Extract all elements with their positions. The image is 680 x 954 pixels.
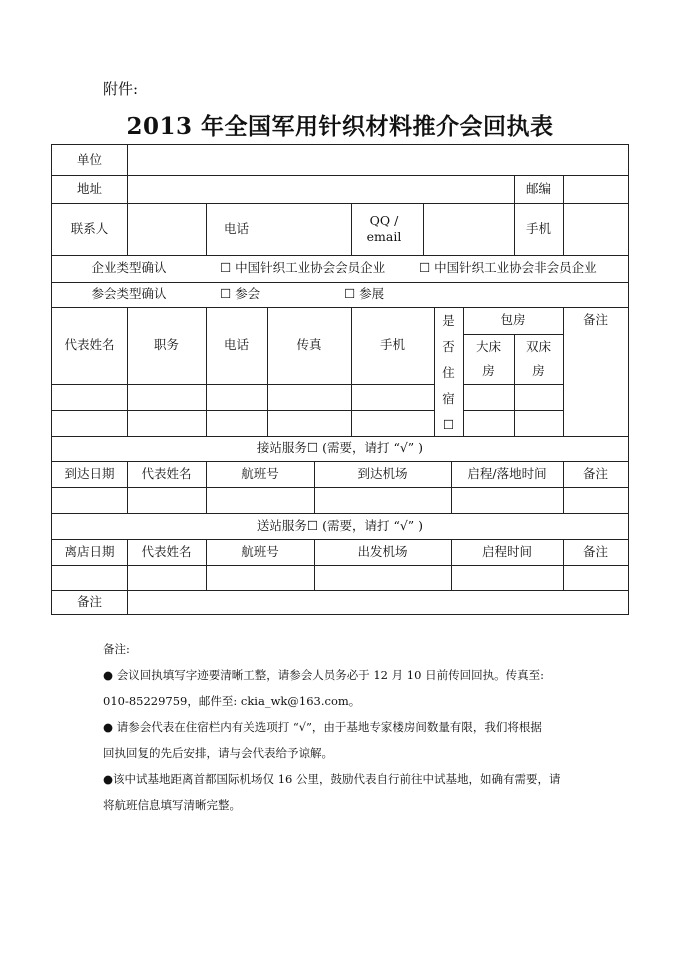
note-item: ● 会议回执填写字迹要清晰工整，请参会人员务必于 12 月 10 日前传回回执。传真至: — [103, 668, 544, 682]
bottom-remarks-field[interactable] — [128, 590, 628, 614]
company-type-member-checkbox[interactable]: ☐ 中国针织工业协会会员企业 — [220, 260, 386, 276]
rep-name-header: 代表姓名 — [64, 337, 115, 353]
attend-type-label: 参会类型确认 — [91, 286, 167, 302]
note-item: ● 请参会代表在住宿栏内有关选项打 “√”，由于基地专家楼房间数量有限，我们将根据 — [103, 720, 542, 734]
depart-rep-name-header: 代表姓名 — [141, 543, 192, 559]
receipt-form — [51, 144, 629, 615]
qq-email-label: QQ / email — [366, 212, 402, 244]
lodging-char: 是 — [442, 312, 455, 328]
depart-remarks-header: 备注 — [582, 543, 608, 559]
lodging-checkbox[interactable]: ☐ — [442, 416, 455, 432]
position-header: 职务 — [153, 337, 179, 353]
checkout-date-header: 离店日期 — [64, 543, 115, 559]
attend-exhibit-checkbox[interactable]: ☐ 参展 — [344, 286, 385, 302]
rep-mobile-header: 手机 — [379, 337, 405, 353]
lodging-header — [434, 309, 463, 436]
unit-label: 单位 — [76, 151, 102, 167]
postcode-field[interactable] — [564, 175, 628, 203]
lodging-char: 否 — [442, 338, 455, 354]
depart-flight-header: 航班号 — [241, 543, 279, 559]
address-label: 地址 — [76, 180, 102, 196]
note-item-continued: 将航班信息填写清晰完整。 — [103, 798, 241, 812]
attachment-label: 附件: — [103, 80, 139, 98]
attend-meeting-checkbox[interactable]: ☐ 参会 — [220, 286, 261, 302]
lodging-char: 宿 — [442, 390, 455, 406]
note-item-continued: 010-85229759，邮件至: ckia_wk@163.com。 — [103, 694, 361, 708]
unit-field[interactable] — [128, 145, 628, 175]
arrival-rep-name-header: 代表姓名 — [141, 465, 192, 481]
contact-field[interactable] — [128, 203, 206, 255]
company-type-label: 企业类型确认 — [91, 260, 167, 276]
twin-bed-header: 双床 房 — [525, 339, 551, 378]
double-bed-header: 大床 房 — [475, 339, 501, 378]
arrival-date-header: 到达日期 — [64, 465, 115, 481]
page-title: 2013 年全国军用针织材料推介会回执表 — [126, 113, 554, 140]
dropoff-service-header: 送站服务☐ (需要，请打 “√” ) — [256, 517, 424, 533]
depart-time-header: 启程时间 — [481, 543, 532, 559]
contact-label: 联系人 — [70, 220, 109, 236]
mobile-field[interactable] — [564, 203, 628, 255]
postcode-label: 邮编 — [525, 180, 551, 196]
company-type-nonmember-checkbox[interactable]: ☐ 中国针织工业协会非会员企业 — [419, 260, 597, 276]
lodging-char: 住 — [442, 364, 455, 380]
contact-phone-label: 电话 — [224, 220, 250, 236]
rep-remarks-header: 备注 — [582, 312, 608, 328]
arrival-remarks-header: 备注 — [582, 465, 608, 481]
notes-heading: 备注: — [103, 642, 130, 656]
depart-land-time-header: 启程/落地时间 — [467, 465, 547, 481]
rep-phone-header: 电话 — [223, 337, 249, 353]
address-field[interactable] — [128, 175, 514, 203]
note-item: ●该中试基地距离首都国际机场仅 16 公里，鼓励代表自行前往中试基地，如确有需要，请 — [103, 772, 561, 786]
arrival-flight-header: 航班号 — [241, 465, 279, 481]
depart-airport-header: 出发机场 — [357, 543, 408, 559]
arrival-airport-header: 到达机场 — [357, 465, 408, 481]
mobile-label: 手机 — [525, 220, 551, 236]
room-package-header: 包房 — [500, 312, 526, 328]
notes-section — [103, 636, 593, 818]
note-item-continued: 回执回复的先后安排，请与会代表给予谅解。 — [103, 746, 333, 760]
bottom-remarks-label: 备注 — [76, 593, 102, 609]
pickup-service-header: 接站服务☐ (需要，请打 “√” ) — [256, 440, 424, 456]
fax-header: 传真 — [296, 337, 322, 353]
qq-email-field[interactable] — [424, 203, 514, 255]
